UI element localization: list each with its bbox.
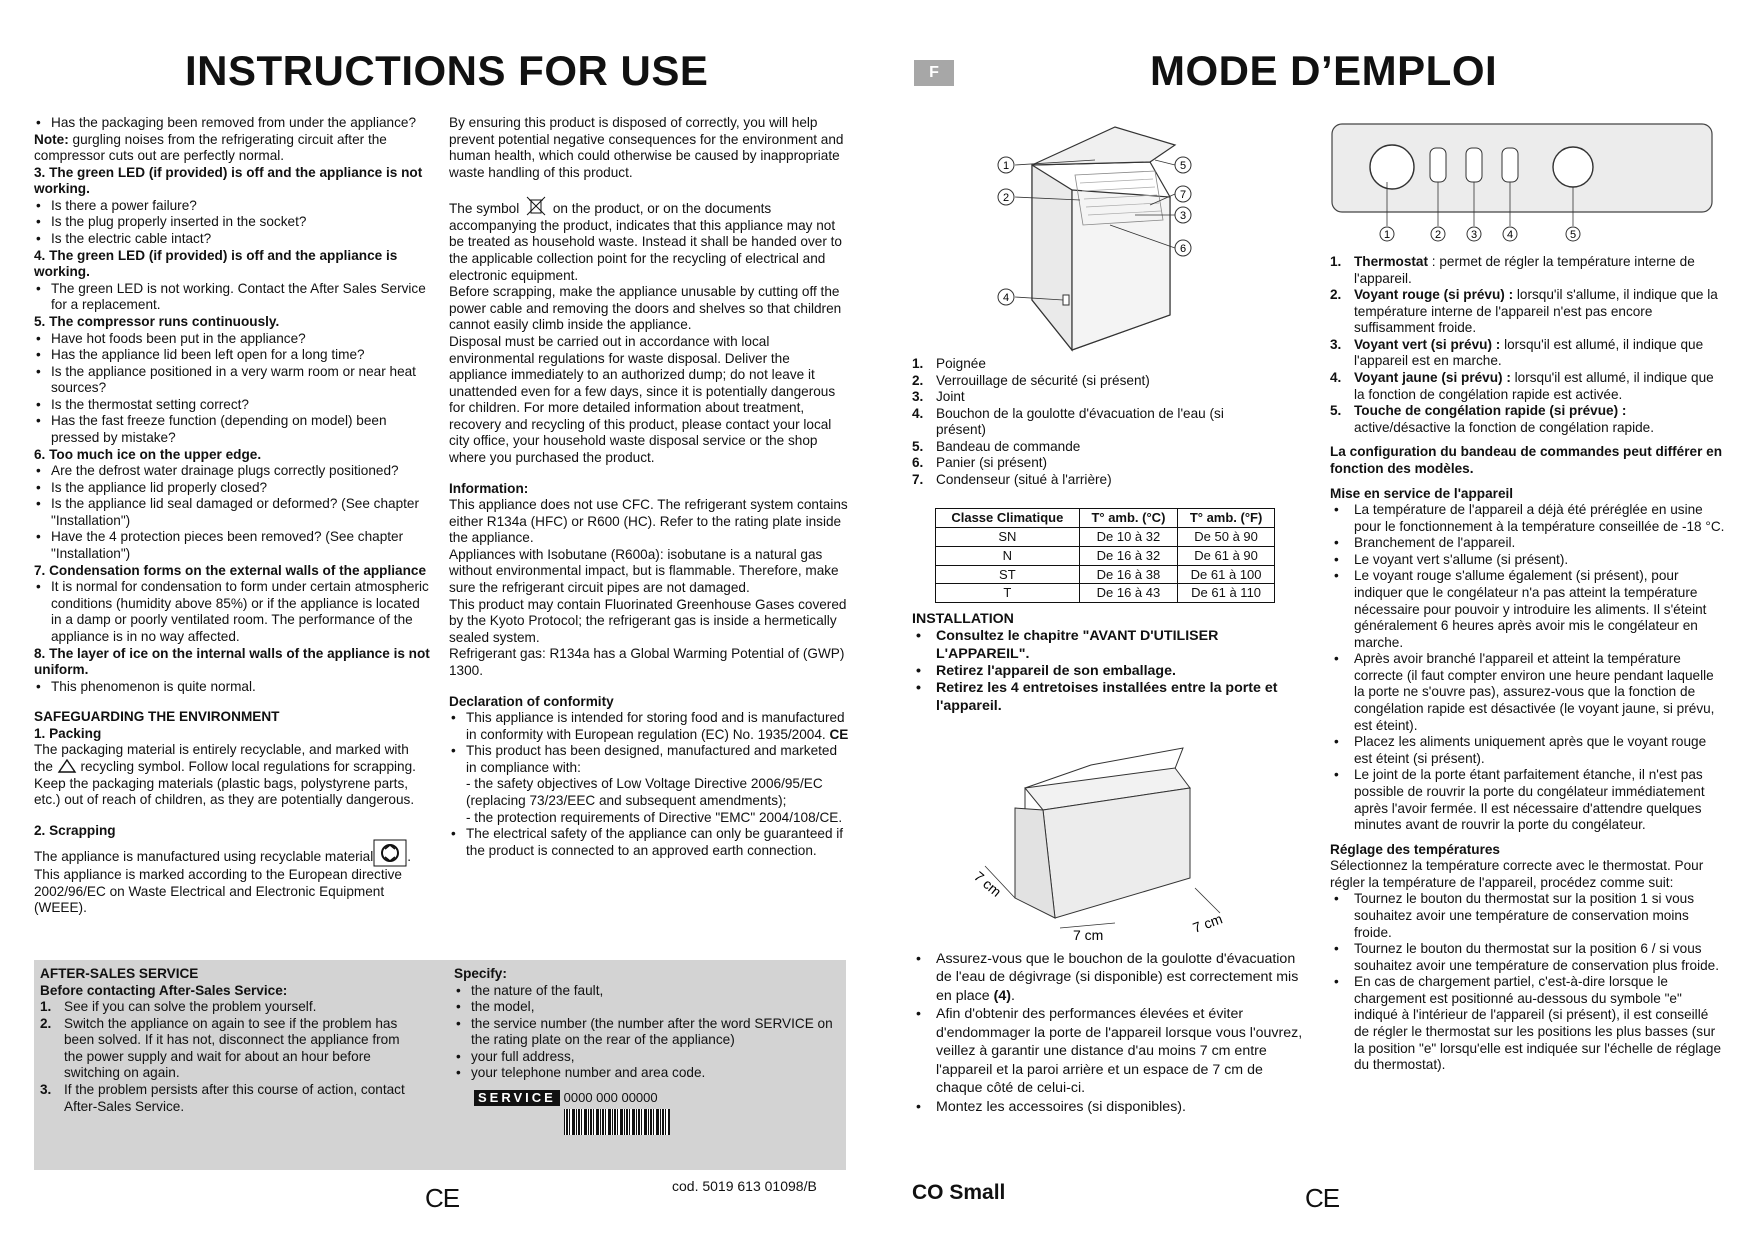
recycling-icon	[57, 759, 77, 773]
service-number: 0000 000 00000	[563, 1090, 658, 1106]
section-heading: 7. Condensation forms on the external walls of the appliance	[34, 562, 427, 578]
list-item: • Is the appliance lid seal damaged or deformed? (See chapter "Installation")	[34, 496, 430, 529]
table-row: SN De 10 à 32 De 50 à 90	[936, 527, 1275, 546]
list-item: • Has the fast freeze function (depending on model) been pressed by mistake?	[34, 413, 430, 446]
list-item: • Is the electric cable intact?	[34, 231, 430, 248]
list-item: 1. Poignée	[912, 356, 986, 371]
panel-callout-4: 4	[1506, 229, 1514, 241]
weee-bin-icon	[523, 195, 549, 217]
callout-1: 1	[1002, 160, 1010, 172]
page-title-fr: MODE D’EMPLOI	[1150, 47, 1498, 94]
panel-callout-2: 2	[1434, 229, 1442, 241]
list	[34, 198, 430, 248]
scrapping-text: The appliance is manufactured using recyclable material . This appliance is marked according to the European directive 2002/96/EC on Waste Electrical and Electronic Equipment (WEEE).	[34, 839, 430, 917]
list-item: • Afin d'obtenir des performances élevées et éviter d'endommager la porte de l'appareil lorsque vous l'ouvrez, veillez à garantir une distance d'au moins 7 cm entre l'appareil et la paroi arrière et un espace de 7 cm de chaque côté de celui-ci.	[912, 1005, 1312, 1097]
paragraph: By ensuring this product is disposed of correctly, you will help prevent potential negative consequences for the environment and human health, which could otherwise be caused by inappropriate waste handling of this product.	[449, 115, 844, 180]
section-heading: 5. The compressor runs continuously.	[34, 313, 280, 329]
paragraph: Appliances with Isobutane (R600a): isobutane is a natural gas without environmental impact, but is flammable. Therefore, make sure the refrigerant circuit pipes are not damaged.	[449, 546, 839, 596]
list-item: • your full address,	[454, 1049, 842, 1066]
list-item: • Après avoir branché l'appareil et atteint la température correcte (il faut compter environ une heure pendant laquelle la porte ne s'ouvre pas), assurez-vous que la fonction de congélation rapide est désactivée (le voyant jaune, si prévu, est éteint).	[1330, 651, 1726, 734]
paragraph: Sélectionnez la température correcte avec le thermostat. Pour régler la température de l'appareil, procédez comme suit:	[1330, 858, 1704, 890]
list-item: • your telephone number and area code.	[454, 1065, 842, 1082]
list	[1330, 891, 1726, 1073]
paragraph: Disposal must be carried out in accordance with local environmental regulations for waste disposal. Deliver the appliance immediately to an authorized dump; do not leave it unattended even for a few days, since it is potentially dangerous for children. For more detailed information about treatment, recovery and recycling of this product, please contact your local city office, your household waste disposal service or the shop where you purchased the product.	[449, 333, 836, 465]
page-title-en: INSTRUCTIONS FOR USE	[185, 47, 709, 94]
packing-text: The packaging material is entirely recyclable, and marked with the recycling symbol. Follow local regulations for scrapping. Keep the packaging materials (plastic bags, polystyrene parts, etc.) out of reach of children, as they are potentially dangerous.	[34, 742, 416, 808]
paragraph: This product may contain Fluorinated Greenhouse Gases covered by the Kyoto Protocol; the refrigerant gas is inside a hermetically sealed system.	[449, 596, 847, 645]
paragraph: This appliance does not use CFC. The refrigerant system contains either R134a (HFC) or R600 (HC). Refer to the rating plate inside the appliance.	[449, 497, 848, 546]
list-item: • This appliance is intended for storing food and is manufactured in conformity with European regulation (EC) No. 1935/2004. CE	[449, 710, 849, 743]
after-sales-box	[34, 960, 846, 1170]
list-item: 3. Voyant vert (si prévu) : lorsqu'il est allumé, il indique que l'appareil est en marche.	[1330, 336, 1704, 369]
list-item: 2. Verrouillage de sécurité (si présent)	[912, 372, 1150, 388]
list	[1330, 502, 1726, 834]
callout-7: 7	[1179, 189, 1187, 201]
list-item: 1. Thermostat : permet de régler la température interne de l'appareil.	[1330, 254, 1695, 286]
list-item: • Has the appliance lid been left open for a long time?	[34, 347, 430, 364]
section-heading: 8. The layer of ice on the internal walls of the appliance is not uniform.	[34, 645, 430, 678]
subsection-heading: 1. Packing	[34, 725, 102, 741]
list	[34, 463, 430, 562]
language-badge: F	[914, 60, 954, 86]
list-item: • Have hot foods been put in the appliance?	[34, 331, 430, 348]
list-item: • Assurez-vous que le bouchon de la goulotte d'évacuation de l'eau de dégivrage (si disponible) est correctement mis en place (4).	[912, 950, 1312, 1005]
list-item: 2. Switch the appliance on again to see if the problem has been solved. If it has not, disconnect the appliance from the power supply and wait for about an hour before switching on again.	[40, 1015, 400, 1081]
paragraph: The symbol on the product, or on the documents accompanying the product, indicates that this appliance may not be treated as household waste. Instead it shall be handed over to the applicable collection point for the recycling of electrical and electronic equipment.	[449, 195, 849, 284]
subsection-heading: 2. Scrapping	[34, 822, 116, 838]
list-item: 7. Condenseur (situé à l'arrière)	[912, 472, 1112, 488]
list-item: • Is the plug properly inserted in the socket?	[34, 214, 430, 231]
section-heading: SAFEGUARDING THE ENVIRONMENT	[34, 709, 280, 725]
list	[454, 983, 842, 1082]
list-item: • This product has been designed, manufactured and marketed in compliance with: - the safety objectives of Low Voltage Directive 2006/95/EC (replacing 73/23/EEC and subsequent amendments); - the protection requirements of Directive "EMC" 2004/108/CE.	[449, 743, 849, 826]
table-header: Classe Climatique	[936, 509, 1080, 528]
table-header: T° amb. (°F)	[1178, 509, 1275, 528]
list-item: • Consultez le chapitre "AVANT D'UTILISER L'APPAREIL".	[912, 628, 1312, 663]
callout-4: 4	[1002, 292, 1010, 304]
list-item: 4. Bouchon de la goulotte d'évacuation de l'eau (si présent)	[912, 405, 1224, 438]
list-item: • Tournez le bouton du thermostat sur la position 6 / si vous souhaitez avoir une température de conservation plus froide.	[1330, 941, 1726, 974]
list	[912, 628, 1312, 715]
section-heading: Declaration of conformity	[449, 693, 614, 709]
after-sales-steps	[40, 966, 420, 1115]
list	[449, 710, 849, 859]
list	[34, 331, 430, 447]
list-item: • This phenomenon is quite normal.	[34, 679, 430, 696]
panel-callout-1: 1	[1383, 229, 1391, 241]
list-item: • Retirez l'appareil de son emballage.	[912, 663, 1312, 680]
table-row: T De 16 à 43 De 61 à 110	[936, 584, 1275, 603]
note: Note: gurgling noises from the refrigerating circuit after the compressor cuts out are perfectly normal.	[34, 131, 387, 164]
list-item: 3. Joint	[912, 389, 965, 405]
list	[40, 999, 420, 1115]
after-sales-specify	[454, 966, 842, 1139]
panel-callout-3: 3	[1470, 229, 1478, 241]
list-item: • Montez les accessoires (si disponibles).	[912, 1098, 1312, 1116]
service-label-row	[474, 1090, 842, 1107]
list-item: • Has the packaging been removed from under the appliance?	[34, 115, 430, 132]
environment-column	[449, 115, 849, 859]
list-item: 3. If the problem persists after this course of action, contact After-Sales Service.	[40, 1082, 405, 1114]
list-item: • Is the appliance positioned in a very warm room or near heat sources?	[34, 364, 430, 397]
specify-title: Specify:	[454, 966, 507, 981]
document-code: cod. 5019 613 01098/B	[672, 1178, 817, 1194]
after-sales-subtitle: Before contacting After-Sales Service:	[40, 982, 288, 998]
list-item: • Retirez les 4 entretoises installées entre la porte et l'appareil.	[912, 680, 1312, 715]
installation-section	[912, 611, 1312, 715]
list-item: • the model,	[454, 999, 842, 1016]
section-heading: INSTALLATION	[912, 611, 1014, 627]
after-sales-title: AFTER-SALES SERVICE	[40, 966, 199, 981]
callout-5: 5	[1179, 160, 1187, 172]
dimension-bottom: 7 cm	[1073, 927, 1104, 943]
clearance-illustration	[965, 728, 1265, 943]
section-heading: Information:	[449, 480, 529, 496]
list-item: • Is the thermostat setting correct?	[34, 397, 430, 414]
list-item: 5. Touche de congélation rapide (si prévue) : active/désactive la fonction de congélation rapide.	[1330, 403, 1655, 435]
list	[912, 950, 1312, 1116]
list-item: 2. Voyant rouge (si prévu) : lorsqu'il s'allume, il indique que la température interne de l'appareil n'est pas encore suffisamment froide.	[1330, 287, 1718, 336]
section-heading: Réglage des températures	[1330, 841, 1500, 857]
dimension-right: 7 cm	[1190, 910, 1225, 936]
list-item: • It is normal for condensation to form under certain atmospheric conditions (humidity above 85%) or if the appliance is located in a damp or poorly ventilated room. The performance of the appliance is in no way affected.	[34, 579, 430, 645]
list-item: 6. Panier (si présent)	[912, 455, 1048, 471]
climate-class-table	[935, 508, 1275, 603]
callout-3: 3	[1179, 210, 1187, 222]
list-item: • Placez les aliments uniquement après que le voyant rouge est éteint (si présent).	[1330, 734, 1726, 767]
control-panel-illustration	[1330, 122, 1716, 247]
table-row: ST De 16 à 38 De 61 à 100	[936, 565, 1275, 584]
list-item: • Tournez le bouton du thermostat sur la position 1 si vous souhaitez avoir une température de conservation moins froide.	[1330, 891, 1726, 941]
freezer-illustration	[985, 125, 1235, 355]
service-label: SERVICE	[474, 1090, 560, 1106]
callout-2: 2	[1002, 192, 1010, 204]
model-name: CO Small	[912, 1181, 1006, 1204]
list-item: 5. Bandeau de commande	[912, 438, 1081, 454]
installation-notes	[912, 950, 1312, 1116]
table-header: T° amb. (°C)	[1079, 509, 1178, 528]
panel-callout-5: 5	[1569, 229, 1577, 241]
troubleshooting-column	[34, 115, 430, 917]
list-item: • the nature of the fault,	[454, 983, 842, 1000]
list-item: • En cas de chargement partiel, c'est-à-dire lorsque le chargement est positionné au-dessous du symbole "e" indiqué à l'intérieur de l'appareil (si présent), il est conseillé de régler le thermostat sur les positions les plus basses (sur la position "e" lorsqu'elle est indiquée sur l'échelle de réglage du thermostat).	[1330, 974, 1726, 1073]
list-item: • Le voyant vert s'allume (si présent).	[1330, 552, 1726, 569]
list-item: • La température de l'appareil a déjà été préréglée en usine pour le fonctionnement à la température conseillée de -18 °C.	[1330, 502, 1726, 535]
section-heading: Mise en service de l'appareil	[1330, 485, 1514, 501]
controls-column	[1330, 254, 1726, 1074]
list-item: 4. Voyant jaune (si prévu) : lorsqu'il est allumé, il indique que la fonction de congélation rapide est activée.	[1330, 370, 1714, 402]
list-item: • Have the 4 protection pieces been removed? (See chapter "Installation")	[34, 529, 430, 562]
config-note: La configuration du bandeau de commandes peut différer en fonction des modèles.	[1330, 444, 1723, 476]
list-item: • Branchement de l'appareil.	[1330, 535, 1726, 552]
callout-6: 6	[1179, 243, 1187, 255]
list-item: • The green LED is not working. Contact the After Sales Service for a replacement.	[34, 281, 430, 314]
parts-list	[912, 356, 1272, 489]
list-item: • Are the defrost water drainage plugs correctly positioned?	[34, 463, 430, 480]
list-item: • Le voyant rouge s'allume également (si présent), pour indiquer que le congélateur n'a pas atteint la température nécessaire pour pouvoir y introduire les aliments. Il s'éteint généralement 6 heures après avoir mis le congélateur en marche.	[1330, 568, 1726, 651]
barcode	[564, 1109, 670, 1135]
paragraph: Before scrapping, make the appliance unusable by cutting off the power cable and removing the doors and shelves so that children cannot easily climb inside the appliance.	[449, 284, 842, 333]
section-heading: 6. Too much ice on the upper edge.	[34, 446, 262, 462]
controls-list	[1330, 254, 1726, 436]
list-item: • the service number (the number after the word SERVICE on the rating plate on the rear of the appliance)	[454, 1016, 842, 1049]
list-item: • Is the appliance lid properly closed?	[34, 480, 430, 497]
section-heading: 3. The green LED (if provided) is off and the appliance is not working.	[34, 164, 423, 197]
ce-mark-right: CE	[1305, 1183, 1340, 1213]
list-item: • Le joint de la porte étant parfaitement étanche, il n'est pas possible de rouvrir la porte du congélateur immédiatement après l'avoir fermée. Il est nécessaire d'attendre quelques minutes avant de rouvrir la porte du congélateur.	[1330, 767, 1726, 833]
recycle-material-icon	[373, 839, 407, 867]
dimension-left: 7 cm	[971, 868, 1005, 900]
list-item: • Is there a power failure?	[34, 198, 430, 215]
list-item: 1. See if you can solve the problem yourself.	[40, 999, 317, 1015]
table-row: N De 16 à 32 De 61 à 90	[936, 546, 1275, 565]
section-heading: 4. The green LED (if provided) is off and the appliance is working.	[34, 247, 398, 280]
ce-mark-left: CE	[425, 1183, 460, 1213]
list-item: • The electrical safety of the appliance can only be guaranteed if the product is connected to an approved earth connection.	[449, 826, 849, 859]
ce-mark-small: CE	[829, 726, 849, 742]
paragraph: Refrigerant gas: R134a has a Global Warming Potential of (GWP) 1300.	[449, 646, 845, 678]
